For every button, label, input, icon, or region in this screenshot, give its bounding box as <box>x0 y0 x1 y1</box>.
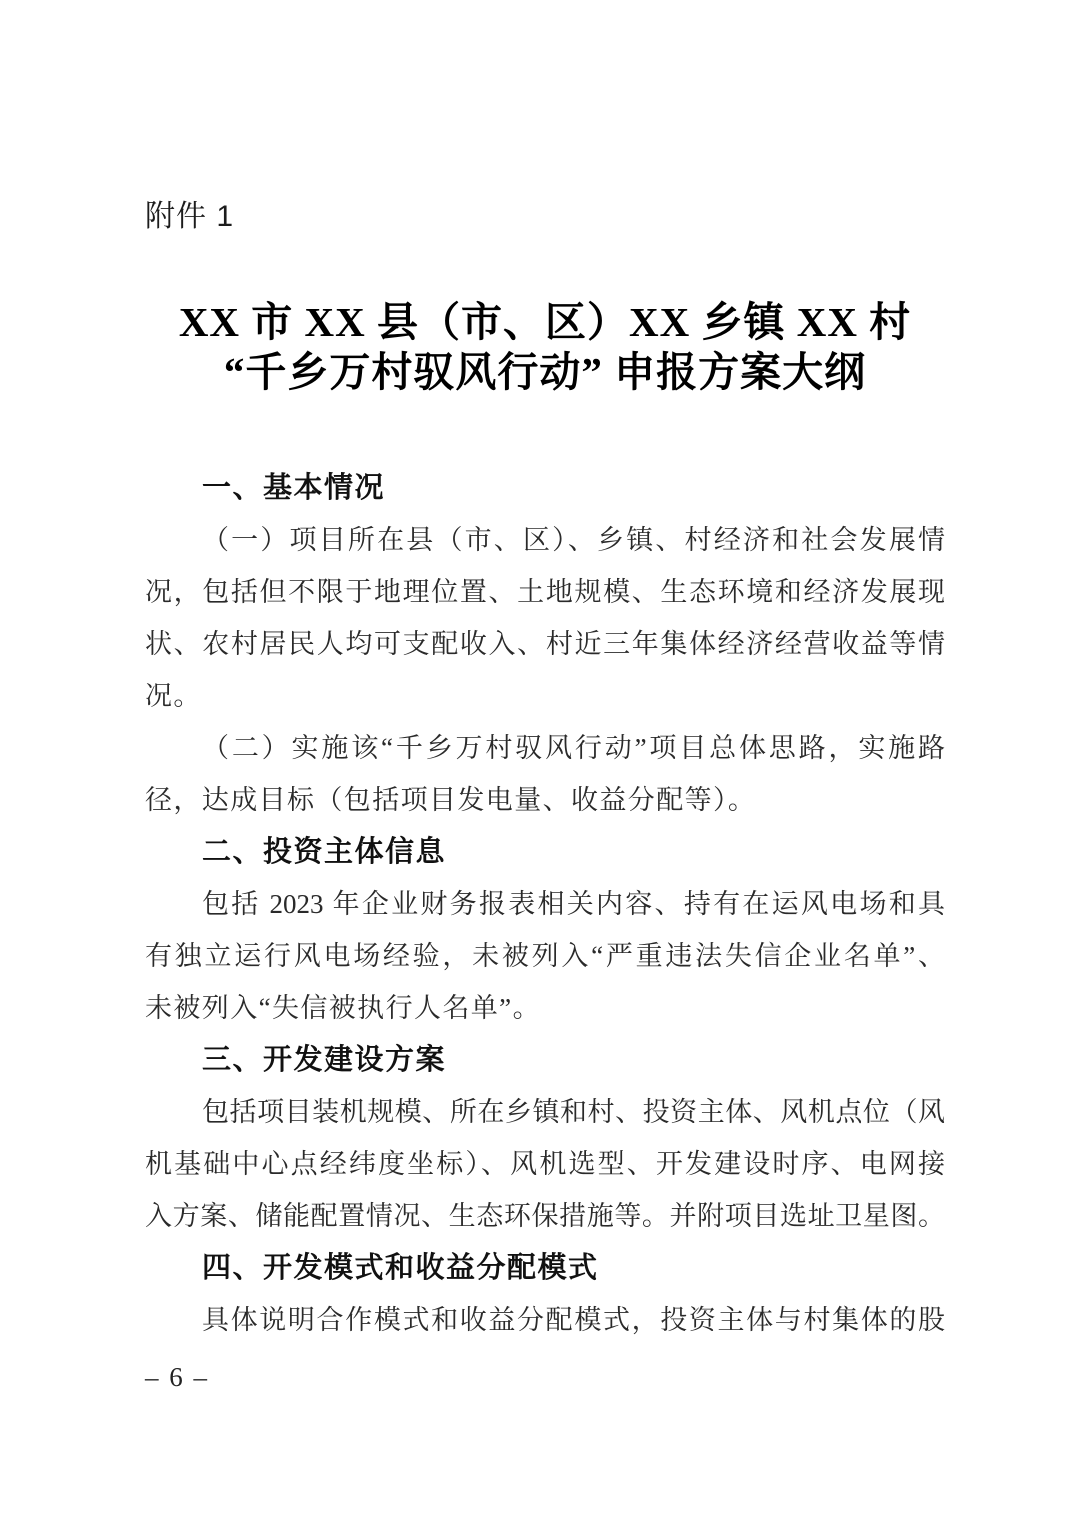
text-line: （一）项目所在县（市、区）、乡镇、村经济和社会发展情 <box>202 525 945 555</box>
text-line: 径，达成目标（包括项目发电量、收益分配等）。 <box>145 785 757 815</box>
text-line: 入方案、储能配置情况、生态环保措施等。并附项目选址卫星图。 <box>145 1201 945 1231</box>
attachment-label: 附件 1 <box>145 200 235 233</box>
document-title-line-1: XX 市 XX 县（市、区）XX 乡镇 XX 村 <box>178 299 912 345</box>
section-heading: 四、开发模式和收益分配模式 <box>202 1252 599 1284</box>
document-title-line-2: “千乡万村驭风行动” 申报方案大纲 <box>223 349 867 395</box>
page-number: – 6 – <box>145 1362 209 1392</box>
section-heading: 二、投资主体信息 <box>202 836 447 868</box>
document-title <box>145 297 945 397</box>
text-line: 具体说明合作模式和收益分配模式，投资主体与村集体的股 <box>202 1305 945 1335</box>
text-line: （二）实施该“千乡万村驭风行动”项目总体思路，实施路 <box>202 733 945 763</box>
document-body <box>145 462 945 1346</box>
text-line: 有独立运行风电场经验，未被列入“严重违法失信企业名单”、 <box>145 941 945 971</box>
text-line: 机基础中心点经纬度坐标）、风机选型、开发建设时序、电网接 <box>145 1149 945 1179</box>
text-line: 包括 2023 年企业财务报表相关内容、持有在运风电场和具 <box>202 889 945 919</box>
text-line: 未被列入“失信被执行人名单”。 <box>145 993 541 1023</box>
text-line: 况，包括但不限于地理位置、土地规模、生态环境和经济发展现 <box>145 577 945 607</box>
section-heading: 一、基本情况 <box>202 472 386 504</box>
section-heading: 三、开发建设方案 <box>202 1044 447 1076</box>
text-line: 况。 <box>145 681 202 711</box>
text-line: 状、农村居民人均可支配收入、村近三年集体经济经营收益等情 <box>145 629 945 659</box>
text-line: 包括项目装机规模、所在乡镇和村、投资主体、风机点位（风 <box>202 1097 945 1127</box>
